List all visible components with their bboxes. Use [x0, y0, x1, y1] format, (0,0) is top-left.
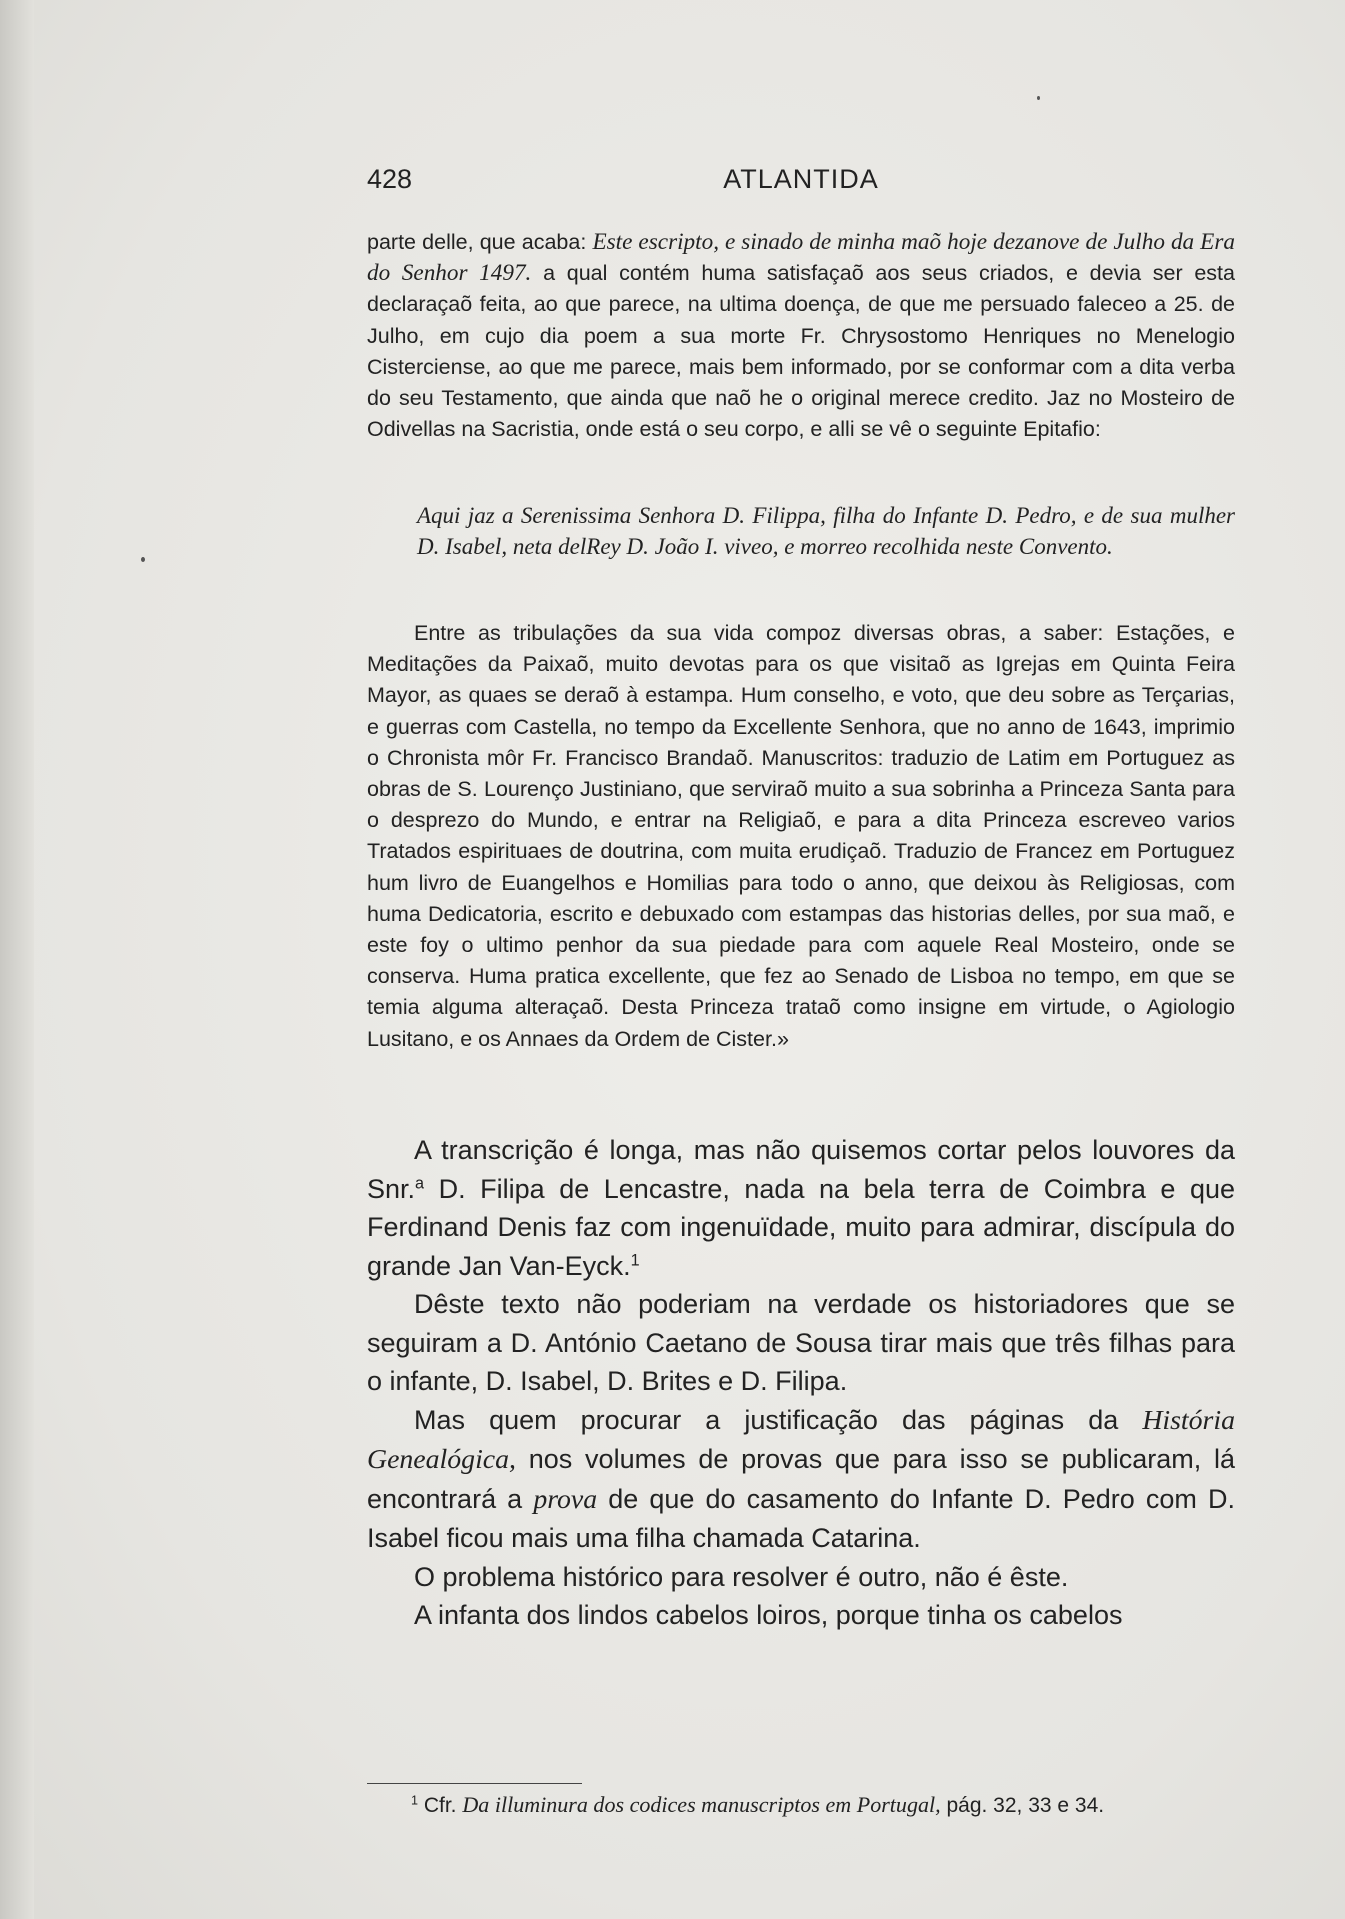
paper-speck [1037, 96, 1040, 100]
body-paragraph-3: Mas quem procurar a justificação das páginas da História Genealógica, nos volumes de provas que para isso se publicaram, lá encontrará a prova de que do casamento do Infante D. Pedro com D. Isabel ficou mais uma filha chamada Catarina. [367, 1404, 1236, 1553]
footnote-divider [367, 1783, 582, 1784]
page-gutter [0, 0, 34, 1919]
running-header [367, 164, 1235, 204]
body-text [367, 1131, 1235, 1635]
paper-speck [141, 557, 145, 562]
quoted-paragraph-2: Entre as tribulações da sua vida compoz diversas obras, a saber: Estações, e Meditações da Paixaõ, muito devotas para os que visitaõ as Igrejas em Quinta Feira Mayor, as quaes se deraõ à estampa. Hum conselho, e voto, que deu sobre as Terçarias, e guerras com Castella, no tempo da Excellente Senhora, que no anno de 1643, imprimio o Chronista môr Fr. Francisco Brandaõ. Manuscritos: traduzio de Latim em Portuguez as obras de S. Lourenço Justiniano, que serviraõ muito a sua sobrinha a Princeza Santa para o desprezo do Mundo, e entrar na Religiaõ, e para a dita Princeza escreveo varios Tratados espirituaes de doutrina, com muita erudiçaõ. Traduzio de Francez em Portuguez hum livro de Euangelhos e Homilias para todo o anno, que deixou às Religiosas, com huma Dedicatoria, escrito e debuxado com estampas das historias delles, por sua maõ, e este foy o ultimo penhor da sua piedade para com aquele Real Mosteiro, onde se conserva. Huma pratica excellente, que fez ao Senado de Lisboa no tempo, em que se temia alguma alteraçaõ. Desta Princeza trataõ como insigne em virtude, o Agiologio Lusitano, e os Annaes da Ordem de Cister.» [367, 621, 1235, 1051]
page-number: 428 [367, 164, 413, 194]
body-paragraph-4: O problema histórico para resolver é outro, não é êste. [414, 1561, 1069, 1592]
body-paragraph-2: Dêste texto não poderiam na verdade os historiadores que se seguiram a D. António Caetano de Sousa tirar mais que três filhas para o infante, D. Isabel, D. Brites e D. Filipa. [367, 1289, 1235, 1396]
epitaph-block [367, 500, 1235, 562]
footnote-mark: 1 [411, 1793, 419, 1808]
body-paragraph-1: A transcrição é longa, mas não quisemos cortar pelos louvores da Snr.$^a$ D. Filipa de Lencastre, nada na bela terra de Coimbra e que Ferdinand Denis faz com ingenuïdade, muito para admirar, discípula do grande Jan Van-Eyck.$^1$ [367, 1135, 1235, 1281]
quoted-paragraph-1: parte delle, que acaba: Este escripto, e sinado de minha maõ hoje dezanove de Julho da Era do Senhor 1497. a qual contém huma satisfaçaõ aos seus criados, e devia ser esta declaraçaõ feita, ao que parece, na ultima doença, de que me persuado faleceo a 25. de Julho, em cujo dia poem a sua morte Fr. Chrysostomo Henriques no Menelogio Cisterciense, ao que me parece, mais bem informado, por se conformar com a dita verba do seu Testamento, que ainda que naõ he o original merece credito. Jaz no Mosteiro de Odivellas na Sacristia, onde está o seu corpo, e alli se vê o seguinte Epitafio: [367, 229, 1235, 442]
quoted-passage-2 [367, 618, 1235, 1055]
quoted-passage [367, 227, 1235, 445]
footnote: $^1$ Cfr. Da illuminura dos codices manuscriptos em Portugal, pág. 32, 33 e 34. [411, 1792, 1105, 1817]
running-title: ATLANTIDA [723, 164, 879, 194]
body-paragraph-5: A infanta dos lindos cabelos loiros, porque tinha os cabelos [414, 1600, 1123, 1630]
footnote-reference: 1 [630, 1250, 640, 1269]
epitaph: Aqui jaz a Serenissima Senhora D. Filippa, filha do Infante D. Pedro, e de sua mulher D. Isabel, neta delRey D. João I. viveo, e morreo recolhida neste Convento. [417, 503, 1235, 559]
